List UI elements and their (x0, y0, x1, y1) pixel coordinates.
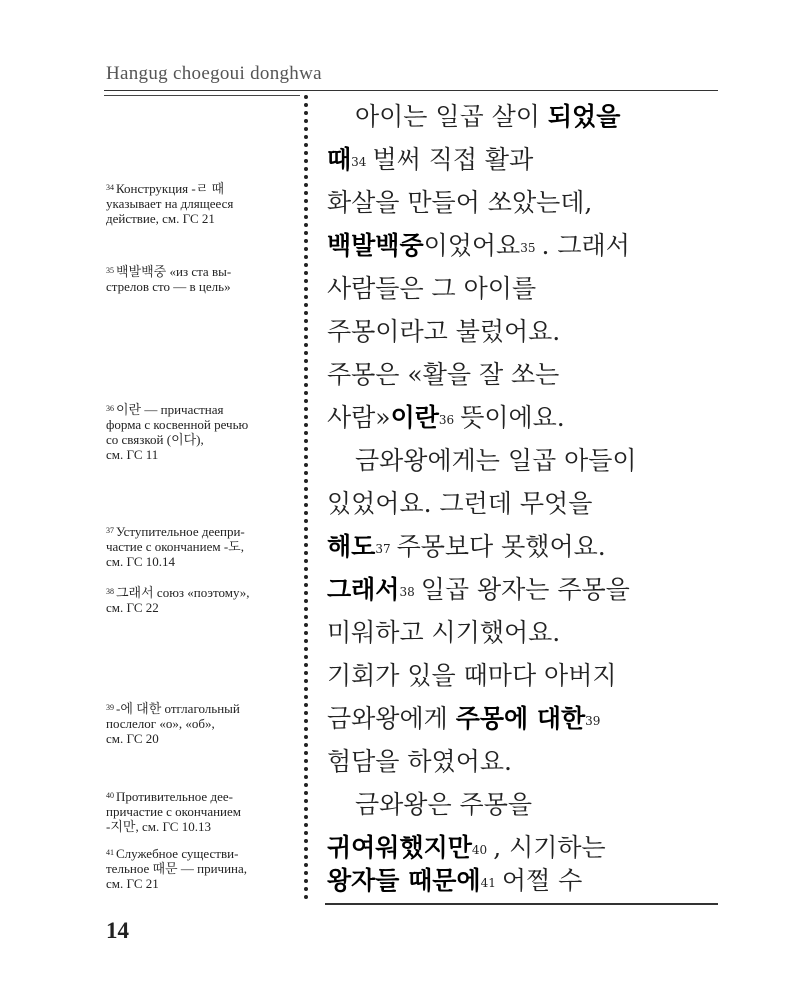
dotted-divider (304, 95, 308, 900)
main-text-line-9: 금와왕에게는 일곱 아들이 (355, 446, 637, 475)
footnote-37: $^{37}$ Уступительное деепри- частие с окончанием -도, см. ГС 10.14 (106, 524, 245, 569)
main-text-line-13: 미워하고 시기했어요. (327, 618, 561, 647)
main-text-line-18: 귀여워했지만$^{40}$ , 시기하는 (327, 833, 606, 862)
footnote-41: $^{41}$ Служебное существи- тельное 때문 — причина, см. ГС 21 (106, 846, 248, 891)
header-title: Hangug choegoui donghwa (106, 63, 322, 84)
main-text-line-17: 금와왕은 주몽을 (355, 790, 532, 819)
bottom-rule (325, 903, 718, 905)
left-column-rule (104, 95, 300, 96)
main-text-line-10: 있었어요. 그런데 무엇을 (327, 489, 593, 518)
footnote-35: $^{35}$ 백발백중 «из ста вы- стрелов сто — в цель» (106, 264, 232, 294)
footnote-39: $^{39}$ -에 대한 отглагольный послелог «о», «об», см. ГС 20 (106, 701, 240, 746)
footnote-36: $^{36}$ 이란 — причастная форма с косвенной речью со связкой (이다), см. ГС 11 (106, 402, 249, 462)
footnote-34: $^{34}$ Конструкция -ㄹ 때 указывает на длящееся действие, см. ГС 21 (106, 181, 234, 226)
main-text-line-1: 아이는 일곱 살이 되었을 (355, 102, 621, 131)
header-rule (104, 90, 718, 91)
page-number: 14 (106, 918, 129, 943)
main-text-line-8: 사람»이란$^{36}$ 뜻이에요. (327, 403, 565, 432)
main-text-line-11: 해도$^{37}$ 주몽보다 못했어요. (327, 532, 606, 561)
main-text-line-16: 험담을 하였어요. (327, 747, 512, 776)
main-text-line-4: 백발백중이었어요$^{35}$ . 그래서 (327, 231, 630, 260)
main-text-line-14: 기회가 있을 때마다 아버지 (327, 661, 617, 690)
main-text-line-7: 주몽은 «활을 잘 쏘는 (327, 360, 560, 389)
main-text-line-15: 금와왕에게 주몽에 대한$^{39}$ (327, 704, 601, 733)
footnote-38: $^{38}$ 그래서 союз «поэтому», см. ГС 22 (106, 585, 250, 615)
main-text-line-5: 사람들은 그 아이를 (327, 274, 537, 303)
main-text-line-2: 때$^{34}$ 벌써 직접 활과 (327, 145, 534, 174)
main-text-line-19: 왕자들 때문에$^{41}$ 어쩔 수 (327, 866, 583, 895)
main-text-line-6: 주몽이라고 불렀어요. (327, 317, 561, 346)
main-text-line-12: 그래서$^{38}$ 일곱 왕자는 주몽을 (327, 575, 630, 604)
main-text-line-3: 화살을 만들어 쏘았는데, (327, 188, 593, 217)
footnote-40: $^{40}$ Противительное дее- причастие с окончанием -지만, см. ГС 10.13 (106, 789, 242, 834)
